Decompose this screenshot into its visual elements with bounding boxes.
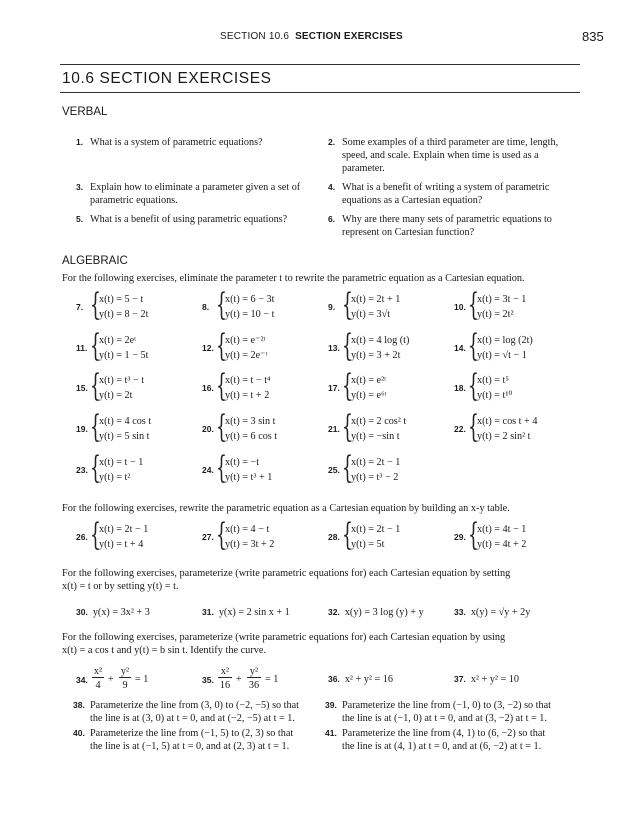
question-4 (328, 181, 582, 207)
question-text-line: the line is at (−1, 5) at t = 0, and at (2, 3) at t = 1. (90, 741, 290, 752)
question-text-line: speed, and scale. Explain when time is used as a (342, 150, 539, 161)
algebraic-heading: ALGEBRAIC (62, 255, 128, 267)
equation-number: 33. (454, 607, 466, 617)
question-number: 6. (328, 214, 336, 224)
left-brace: { (90, 517, 101, 553)
x-equation: x(t) = 2t − 1 (351, 524, 401, 535)
left-brace: { (90, 287, 101, 323)
equation-number: 35. (202, 675, 214, 685)
exercise-number: 9. (328, 302, 336, 312)
y-equation: y(t) = t¹⁰ (477, 390, 513, 401)
exercise-number: 18. (454, 383, 466, 393)
equals-one: = 1 (265, 674, 279, 685)
exercise-number: 25. (328, 465, 340, 475)
question-number: 5. (76, 214, 84, 224)
left-brace: { (342, 409, 353, 445)
x-equation: x(t) = 3 sin t (225, 416, 276, 427)
question-5 (76, 213, 330, 226)
y-equation: y(t) = 2t² (477, 309, 514, 320)
exercise-number: 17. (328, 383, 340, 393)
equation-text: x(y) = 3 log (y) + y (344, 607, 424, 618)
left-brace: { (342, 328, 353, 364)
question-6 (328, 213, 582, 239)
y-equation: y(t) = 2t (99, 390, 133, 401)
exercise-number: 11. (76, 343, 88, 353)
fraction-numerator: x² (218, 666, 232, 678)
question-number: 1. (76, 137, 84, 147)
fraction-denominator: 36 (248, 680, 260, 691)
x-equation: x(t) = 6 − 3t (225, 294, 275, 305)
x-equation: x(t) = log (2t) (477, 335, 533, 346)
x-equation: x(t) = 4t − 1 (477, 524, 527, 535)
instructions-eliminate: For the following exercises, eliminate the parameter t to rewrite the parametric equation as a Cartesian equation. (62, 273, 525, 284)
y-equation: y(t) = 6 cos t (225, 431, 278, 442)
instructions-parameterize-2 (62, 631, 582, 657)
cartesian-equation (202, 607, 290, 618)
x-equation: x(t) = cos t + 4 (477, 416, 538, 427)
x-equation: x(t) = 2 cos² t (351, 416, 407, 427)
question-text: What is a benefit of using parametric equations? (90, 214, 288, 225)
exercise-number: 23. (76, 465, 88, 475)
fraction-denominator: 4 (95, 680, 101, 691)
exercise-number: 21. (328, 424, 340, 434)
y-equation: y(t) = 2 sin² t (477, 431, 531, 442)
x-equation: x(t) = t³ − t (99, 375, 145, 386)
left-brace: { (216, 450, 227, 486)
exercise-number: 22. (454, 424, 466, 434)
left-brace: { (468, 328, 479, 364)
left-brace: { (90, 450, 101, 486)
y-equation: y(t) = 8 − 2t (99, 309, 149, 320)
fraction-numerator: x² (93, 666, 103, 677)
x-equation: x(t) = 2t − 1 (99, 524, 149, 535)
equation-text: y(x) = 3x² + 3 (92, 607, 150, 618)
instruction-line: x(t) = a cos t and y(t) = b sin t. Identify the curve. (62, 645, 267, 656)
question-number: 41. (325, 728, 337, 738)
question-text-line: Some examples of a third parameter are time, length, (342, 137, 559, 148)
title-bottom-rule (60, 92, 580, 93)
y-equation: y(t) = 5t (351, 539, 385, 550)
left-brace: { (216, 328, 227, 364)
question-text-line: parameter. (342, 163, 385, 174)
question-number: 39. (325, 700, 337, 710)
x-equation: x(t) = 4 cos t (99, 416, 152, 427)
exercise-number: 27. (202, 532, 214, 542)
left-brace: { (342, 517, 353, 553)
header-section-label: SECTION 10.6 (220, 31, 290, 42)
question-text-line: Parameterize the line from (4, 1) to (6, −2) so that (342, 728, 546, 739)
page-number: 835 (582, 29, 604, 44)
question-text-line: Parameterize the line from (−1, 0) to (3, −2) so that (342, 700, 551, 711)
exercise-number: 7. (76, 302, 84, 312)
left-brace: { (468, 517, 479, 553)
question-number: 38. (73, 700, 85, 710)
y-equation: y(t) = t³ + 1 (225, 472, 273, 483)
instructions-parameterize-1 (62, 567, 582, 593)
question-text-line: Explain how to eliminate a parameter given a set of (90, 182, 301, 193)
exercise-number: 14. (454, 343, 466, 353)
exercise-number: 15. (76, 383, 88, 393)
y-equation: y(t) = 1 − 5t (99, 350, 149, 361)
y-equation: y(t) = √t − 1 (477, 350, 527, 361)
running-header (220, 31, 403, 42)
question-text-line: Why are there many sets of parametric equations to (342, 214, 552, 225)
question-text-line: Parameterize the line from (−1, 5) to (2, 3) so that (90, 728, 294, 739)
y-equation: y(t) = 4t + 2 (477, 539, 527, 550)
equation-36 (328, 674, 393, 685)
question-41 (325, 727, 582, 753)
verbal-heading: VERBAL (62, 106, 108, 118)
exercise-number: 16. (202, 383, 214, 393)
equation-number: 36. (328, 674, 340, 684)
question-text-line: the line is at (4, 1) at t = 0, and at (6, −2) at t = 1. (342, 741, 542, 752)
title-top-rule (60, 64, 580, 65)
instruction-line: For the following exercises, parameterize (write parametric equations for) each Cartesian equation by using (62, 632, 506, 643)
question-1 (76, 136, 320, 149)
equation-number: 37. (454, 674, 466, 684)
fraction-numerator: y² (120, 666, 130, 677)
exercise-number: 24. (202, 465, 214, 475)
question-text-line: Parameterize the line from (3, 0) to (−2, −5) so that (90, 700, 299, 711)
question-number: 40. (73, 728, 85, 738)
y-equation: y(t) = 3 + 2t (351, 350, 401, 361)
left-brace: { (468, 409, 479, 445)
instructions-xy-table: For the following exercises, rewrite the parametric equation as a Cartesian equation by building an x-y table. (62, 503, 510, 514)
section-title: 10.6 SECTION EXERCISES (62, 70, 272, 87)
exercise-number: 19. (76, 424, 88, 434)
question-number: 2. (328, 137, 336, 147)
y-equation: y(t) = 3t + 2 (225, 539, 275, 550)
x-equation: x(t) = 3t − 1 (477, 294, 527, 305)
x-equation: x(t) = 5 − t (99, 294, 144, 305)
x-equation: x(t) = t⁵ (477, 375, 509, 386)
exercise-number: 26. (76, 532, 88, 542)
left-brace: { (342, 368, 353, 404)
x-equation: x(t) = t − t⁴ (225, 375, 271, 386)
question-number: 4. (328, 182, 336, 192)
y-equation: y(t) = 10 − t (225, 309, 275, 320)
left-brace: { (468, 368, 479, 404)
equation-text: x² + y² = 10 (470, 674, 519, 685)
x-equation: x(t) = −t (225, 457, 260, 468)
x-equation: x(t) = e⁻²ᵗ (225, 335, 266, 346)
question-38 (73, 699, 330, 725)
left-brace: { (216, 409, 227, 445)
question-3 (76, 181, 330, 207)
x-equation: x(t) = e²ᵗ (351, 375, 387, 386)
exercise-number: 10. (454, 302, 466, 312)
y-equation: y(t) = −sin t (351, 431, 400, 442)
exercise-number: 8. (202, 302, 210, 312)
fraction-denominator: 9 (122, 680, 128, 691)
y-equation: y(t) = t + 4 (99, 539, 144, 550)
question-text-line: the line is at (−1, 0) at t = 0, and at (3, −2) at t = 1. (342, 713, 547, 724)
left-brace: { (342, 287, 353, 323)
question-text-line: represent on Cartesian function? (342, 227, 475, 238)
x-equation: x(t) = t − 1 (99, 457, 144, 468)
plus-sign: + (236, 674, 242, 685)
question-text-line: parametric equations. (90, 195, 178, 206)
cartesian-equation (328, 607, 424, 618)
equation-number: 34. (76, 675, 88, 685)
cartesian-equation (454, 607, 530, 618)
fraction-denominator: 16 (219, 680, 231, 691)
y-equation: y(t) = t + 2 (225, 390, 270, 401)
left-brace: { (342, 450, 353, 486)
y-equation: y(t) = t³ − 2 (351, 472, 399, 483)
question-text: What is a system of parametric equations? (90, 137, 263, 148)
question-39 (325, 699, 582, 725)
y-equation: y(t) = e⁶ᵗ (351, 390, 387, 401)
cartesian-equation (76, 607, 150, 618)
y-equation: y(t) = 2e⁻ᵗ (225, 350, 268, 361)
header-section-title: SECTION EXERCISES (295, 31, 403, 42)
equation-text: y(x) = 2 sin x + 1 (218, 607, 290, 618)
exercise-number: 28. (328, 532, 340, 542)
equation-text: x(y) = √y + 2y (470, 607, 531, 618)
x-equation: x(t) = 2t + 1 (351, 294, 401, 305)
equation-number: 30. (76, 607, 88, 617)
left-brace: { (90, 328, 101, 364)
question-40 (73, 727, 330, 753)
equation-37 (454, 674, 519, 685)
left-brace: { (468, 287, 479, 323)
plus-sign: + (108, 674, 114, 685)
x-equation: x(t) = 2t − 1 (351, 457, 401, 468)
fraction-numerator: y² (247, 666, 261, 678)
x-equation: x(t) = 4 − t (225, 524, 270, 535)
question-2 (328, 136, 582, 175)
exercise-number: 12. (202, 343, 214, 353)
y-equation: y(t) = t² (99, 472, 131, 483)
left-brace: { (90, 368, 101, 404)
left-brace: { (216, 287, 227, 323)
exercise-number: 20. (202, 424, 214, 434)
exercise-number: 29. (454, 532, 466, 542)
x-equation: x(t) = 2eᵗ (99, 335, 137, 346)
left-brace: { (216, 368, 227, 404)
exercise-number: 13. (328, 343, 340, 353)
instruction-line: x(t) = t or by setting y(t) = t. (62, 581, 179, 592)
question-text-line: equations as a Cartesian equation? (342, 195, 483, 206)
x-equation: x(t) = 4 log (t) (351, 335, 410, 346)
equation-number: 31. (202, 607, 214, 617)
equation-number: 32. (328, 607, 340, 617)
y-equation: y(t) = 5 sin t (99, 431, 150, 442)
instruction-line: For the following exercises, parameterize (write parametric equations for) each Cartesian equation by setting (62, 568, 511, 579)
question-text-line: the line is at (3, 0) at t = 0, and at (−2, −5) at t = 1. (90, 713, 295, 724)
left-brace: { (216, 517, 227, 553)
left-brace: { (90, 409, 101, 445)
equation-text: x² + y² = 16 (344, 674, 393, 685)
question-number: 3. (76, 182, 84, 192)
question-text-line: What is a benefit of writing a system of parametric (342, 182, 550, 193)
y-equation: y(t) = 3√t (351, 309, 391, 320)
equals-one: = 1 (135, 674, 149, 685)
